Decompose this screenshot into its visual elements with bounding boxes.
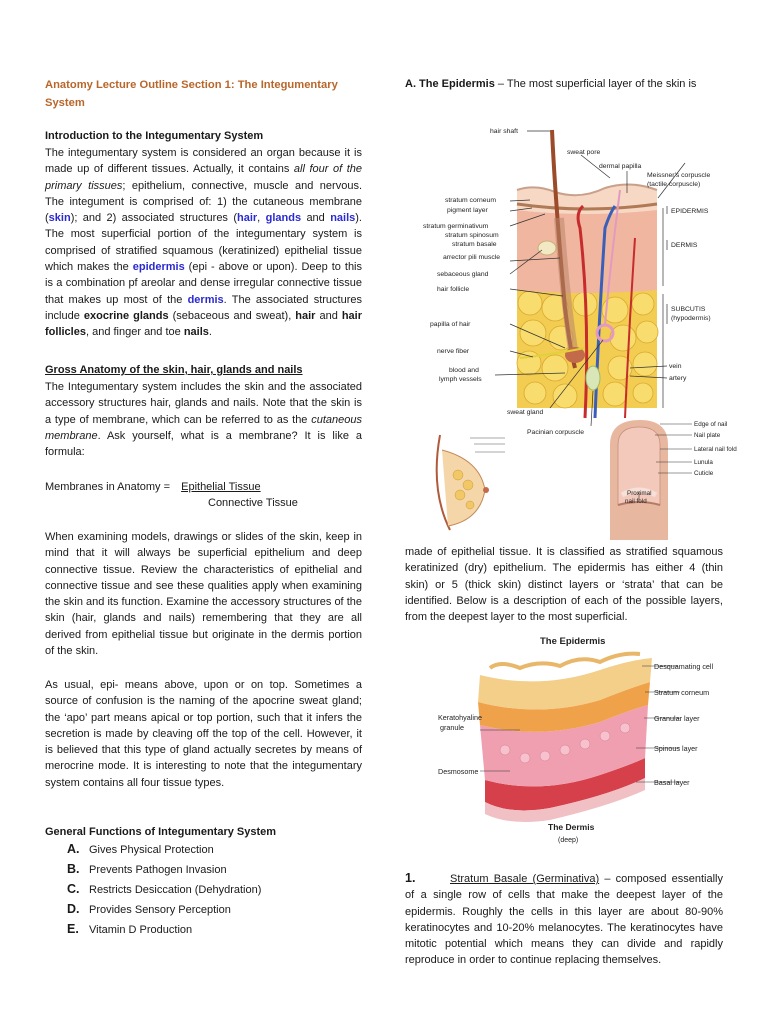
label-nail-plate: Nail plate <box>694 432 721 439</box>
function-item <box>67 882 261 902</box>
label-sebaceous-gland: sebaceous gland <box>437 271 489 278</box>
epidermis-heading: A. The Epidermis <box>405 78 495 90</box>
label-keratohyaline: Keratohyaline <box>438 713 482 722</box>
stratum-basale-title: Stratum Basale (Germinativa) <box>450 873 600 885</box>
label-lateral-nail-fold: Lateral nail fold <box>694 446 737 453</box>
function-item <box>67 862 261 882</box>
fingertip-nail-figure <box>600 415 737 540</box>
label-cuticle: Cuticle <box>694 470 714 477</box>
intro-paragraph: The integumentary system is considered an organ because it is made up of different tissues. Actually, it contains all four of the primary tissues; epithelium, connective, muscle and nervous. The integument is comprised of: 1) the cutaneous membrane (skin); and 2) associated structures (hair, glands and nails). The most superficial portion of the integumentary system is comprised of stratified squamous (keratinized) epithelial tissue which makes the epidermis (epi - above or upon). Deep to this is a combination pf areolar and dense irregular connective tissue that makes up most of the dermis. The associated structures include exocrine glands (sebaceous and sweat), hair and hair follicles, and finger and toe nails. <box>45 147 363 339</box>
label-pacinian: Pacinian corpuscle <box>527 429 585 436</box>
label-nail-fold: nail fold <box>625 498 647 505</box>
label-arrector-pili: arrector pili muscle <box>443 254 501 261</box>
function-item <box>67 922 261 942</box>
label-stratum-corneum: stratum corneum <box>445 197 496 204</box>
gross-anatomy-paragraph: The Integumentary system includes the skin and the associated accessory structures hair, glands and nails. Note that the skin is a type of membrane, which can be referred to as the cutaneous membrane. Ask yourself, what is a membrane? It is like a formula: <box>45 381 362 459</box>
label-meissner: Meissner's corpuscle <box>647 172 711 179</box>
label-desquamating-cell: Desquamating cell <box>654 662 714 671</box>
intro-heading: Introduction to the Integumentary System <box>45 130 264 142</box>
functions-heading: General Functions of Integumentary System <box>45 826 277 838</box>
epidermis-layers-figure <box>430 630 720 850</box>
label-spinous-layer: Spinous layer <box>654 744 698 753</box>
title-line-1: Anatomy Lecture Outline Section 1: The Integumentary <box>45 79 338 91</box>
label-papilla-of-hair: papilla of hair <box>430 321 471 328</box>
function-item-letter: E. <box>67 922 79 936</box>
label-deep: (deep) <box>558 837 579 844</box>
label-basal-layer: Basal layer <box>654 778 690 787</box>
label-the-dermis: The Dermis <box>548 822 595 832</box>
label-proximal: Proximal <box>627 490 652 497</box>
label-stratum-corneum-2: Stratum corneum <box>654 688 710 697</box>
label-dermis-layer: DERMIS <box>671 242 698 249</box>
epidermis-figure-title: The Epidermis <box>540 636 606 647</box>
function-item <box>67 902 261 922</box>
function-item-text: Vitamin D Production <box>89 924 193 936</box>
label-granular-layer: Granular layer <box>654 714 700 723</box>
document-title <box>45 76 362 112</box>
label-hypodermis: (hypodermis) <box>671 315 711 322</box>
function-item-text: Provides Sensory Perception <box>89 904 231 916</box>
label-subcutis-layer: SUBCUTIS <box>671 306 706 313</box>
function-item-letter: A. <box>67 842 80 856</box>
label-blood-1: blood and <box>449 367 479 374</box>
function-item-text: Restricts Desiccation (Dehydration) <box>89 884 262 896</box>
label-tactile: (tactile corpuscle) <box>647 181 701 188</box>
label-dermal-papilla: dermal papilla <box>599 163 642 170</box>
label-hair-follicle: hair follicle <box>437 286 470 293</box>
epidermis-heading-line: A. The Epidermis – The most superficial layer of the skin is <box>405 78 697 90</box>
membrane-formula <box>45 479 362 495</box>
functions-list <box>67 842 261 942</box>
function-item <box>67 842 261 862</box>
function-item-text: Gives Physical Protection <box>89 844 214 856</box>
label-vein: vein <box>669 363 682 370</box>
label-blood-2: lymph vessels <box>439 376 482 383</box>
stratum-basale-number: 1. <box>405 871 416 885</box>
label-desmosome: Desmosome <box>438 767 479 776</box>
epi-apocrine-paragraph: As usual, epi- means above, upon or on top. Sometimes a source of confusion is the naming of the apocrine sweat gland; the ‘apo’ part means apical or top portion, such that it infers the secretion is made by cleaving off the top of the cell. However, it is believed that this type of gland actually secretes by means of merocrine mode. It is interesting to note that the integumentary system contains all four tissue types. <box>45 679 362 789</box>
label-lunula: Lunula <box>694 459 713 466</box>
formula-denominator: Connective Tissue <box>208 497 298 509</box>
models-paragraph: When examining models, drawings or slides of the skin, keep in mind that it will always be superficial epithelium and deep connective tissue. Review the characteristics of epithelial and connective tissue and see these qualities apply when examining the skin and its function. Examine the accessory structures of the skin (hair, glands and nails) remembering that they are all derived from epithelial tissue but originate in the dermis portion of the skin. <box>45 531 362 658</box>
formula-label: Membranes in Anatomy = <box>45 481 171 493</box>
label-artery: artery <box>669 375 687 382</box>
epidermis-paragraph: made of epithelial tissue. It is classified as stratified squamous keratinized (dry) epithelium. The epidermis has either 4 (thin skin) or 5 (thick skin) distinct layers or ‘strata’ that can be identified. Below is a description of each of the possible layers, from the deepest layer to the most superficial. <box>405 546 723 624</box>
label-pigment-layer: pigment layer <box>447 207 488 214</box>
function-item-letter: B. <box>67 862 80 876</box>
label-hair-shaft: hair shaft <box>490 128 518 135</box>
function-item-letter: D. <box>67 902 80 916</box>
formula-numerator: Epithelial Tissue <box>181 481 261 493</box>
skin-cross-section-figure <box>415 118 715 440</box>
label-edge-of-nail: Edge of nail <box>694 421 728 428</box>
label-stratum-spinosum: stratum spinosum <box>445 232 499 239</box>
function-item-text: Prevents Pathogen Invasion <box>89 864 227 876</box>
stratum-basale-paragraph: 1. Stratum Basale (Germinativa) – composed essentially of a single row of cells that make the deepest layer of the epidermis. Roughly the cells in this layer are about 80-90% keratinocytes and 10-20% melanocytes. The keratinocytes have mitotic potential which means they can divide and rapidly reproduce in order to continue replacing themselves. <box>405 871 723 967</box>
label-stratum-germinativum: stratum germinativum <box>423 223 489 230</box>
function-item-letter: C. <box>67 882 80 896</box>
title-line-2: System <box>45 97 85 109</box>
small-inset-sketch <box>430 430 510 540</box>
label-nerve-fiber: nerve fiber <box>437 348 470 355</box>
gross-anatomy-heading: Gross Anatomy of the skin, hair, glands and nails <box>45 364 303 376</box>
label-sweat-pore: sweat pore <box>567 149 601 156</box>
label-stratum-basale: stratum basale <box>452 241 497 248</box>
label-epidermis-layer: EPIDERMIS <box>671 208 709 215</box>
label-granule: granule <box>440 723 464 732</box>
label-sweat-gland: sweat gland <box>507 409 544 416</box>
